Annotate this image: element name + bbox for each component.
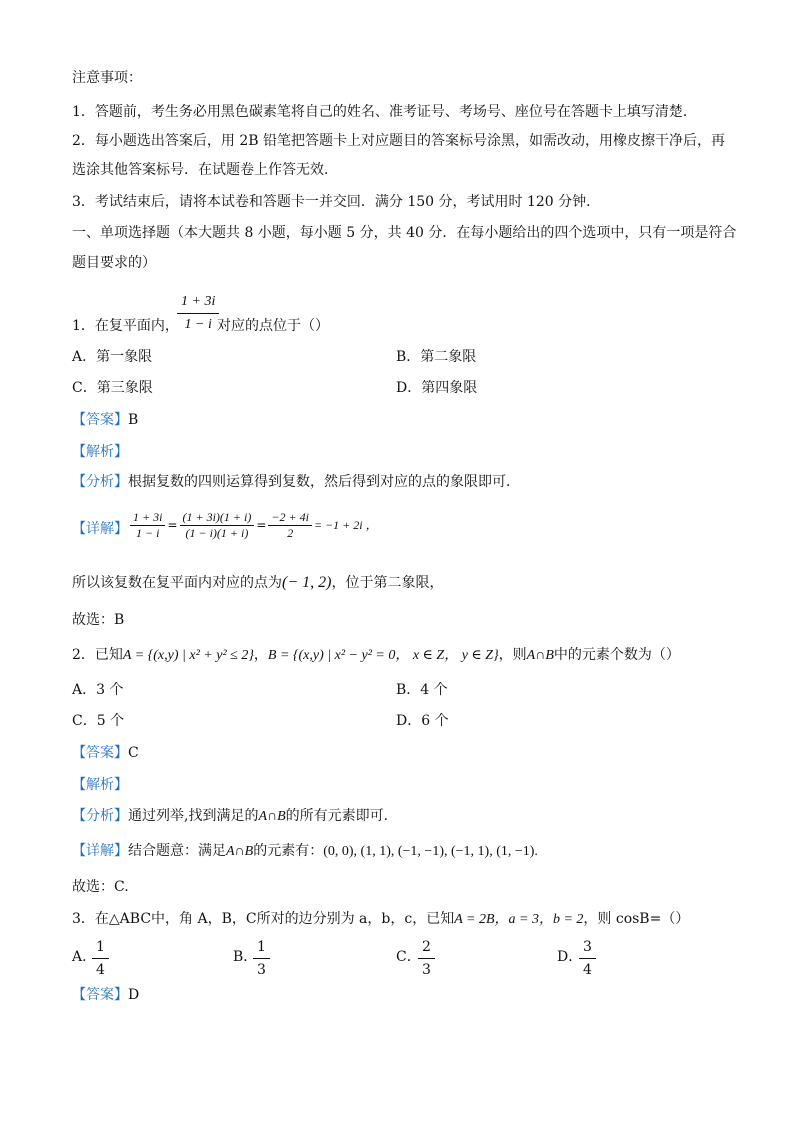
q1-conclusion-b: ，位于第二象限，	[331, 575, 444, 591]
q1-detail-frac2-num: (1 + 3i)(1 + i)	[180, 510, 255, 526]
q2-fenxi-intersect: A∩B	[258, 809, 286, 824]
q2-prefix: 2．已知	[72, 647, 123, 663]
q2-detail-intersect: A∩B	[226, 844, 254, 859]
section-header: 一、单项选择题（本大题共 8 小题，每小题 5 分，共 40 分．在每小题给出的四个选项中，只有一项是符合	[72, 225, 737, 241]
q1-detail-frac2-den: (1 − i)(1 + i)	[185, 526, 249, 540]
q2-option-d: D．6 个	[396, 713, 449, 729]
q3-suffix: ，则 cosB=（）	[583, 911, 690, 927]
q2-intersect: A∩B	[526, 648, 554, 663]
q1-analysis-label: 【解析】	[72, 444, 128, 460]
q3-option-b-label: B．	[233, 949, 258, 965]
q2-suffix-b: 中的元素个数为（）	[553, 647, 680, 663]
q3-option-a-num: 1	[92, 937, 109, 959]
q3-option-c-num: 2	[418, 937, 435, 959]
q2-suffix-a: ，则	[498, 647, 527, 663]
q1-option-c: C．第三象限	[72, 380, 153, 396]
q3-answer	[72, 985, 139, 1005]
notice-item-2: 2．每小题选出答案后，用 2B 铅笔把答题卡上对应题目的答案标号涂黑，如需改动，用橡皮擦干净后，再	[72, 133, 726, 149]
q1-point: (− 1, 2)	[282, 574, 332, 591]
q2-set-b: B = {(x,y) | x² − y² = 0， x ∈ Z， y ∈ Z}	[267, 648, 499, 663]
q2-elements: (0, 0), (1, 1), (−1, −1), (−1, 1), (1, −1).	[323, 844, 538, 859]
q2-option-c: C．5 个	[72, 713, 125, 729]
q2-answer-value: C	[128, 745, 139, 761]
q1-detail-frac1-den: 1 − i	[136, 526, 160, 540]
q2-answer-tag: 【答案】	[72, 745, 128, 761]
q1-detail-result: = −1 + 2i ，	[313, 518, 378, 532]
q1-analysis-tag	[72, 442, 128, 462]
q3-option-d-label: D．	[557, 949, 583, 965]
q1-answer	[72, 410, 138, 430]
notice-item-1: 1．答题前，考生务必用黑色碳素笔将自己的姓名、准考证号、考场号、座位号在答题卡上填写清楚．	[72, 104, 697, 120]
q3-option-b-den: 3	[257, 962, 266, 978]
q2-stem	[72, 645, 680, 666]
q3-condition: A = 2B，a = 3，b = 2	[454, 912, 584, 927]
q3-option-a-den: 4	[96, 962, 105, 978]
notice-title: 注意事项：	[72, 70, 142, 86]
q2-fenxi	[72, 806, 388, 827]
q2-answer	[72, 743, 139, 763]
q1-fenxi-tag: 【分析】	[72, 474, 128, 490]
q1-option-d: D．第四象限	[396, 380, 478, 396]
q2-sep: ，	[253, 647, 268, 663]
q2-fenxi-b: 的所有元素即可.	[285, 808, 389, 824]
q2-detail-b: 的元素有：	[253, 843, 324, 859]
q1-detail-frac3-num: −2 + 4i	[268, 510, 312, 526]
q3-answer-value: D	[128, 987, 140, 1003]
q3-option-a-label: A．	[72, 949, 97, 965]
q1-fenxi	[72, 472, 520, 492]
q1-detail-tag: 【详解】	[72, 521, 128, 537]
q2-detail-tag: 【详解】	[72, 843, 128, 859]
q2-option-a: A．3 个	[72, 682, 124, 698]
q1-option-a: A．第一象限	[72, 349, 153, 365]
q1-conclusion-a: 所以该复数在复平面内对应的点为	[72, 575, 282, 591]
q2-analysis-label: 【解析】	[72, 777, 128, 793]
q2-fenxi-a: 通过列举,找到满足的	[128, 808, 259, 824]
q2-fenxi-tag: 【分析】	[72, 808, 128, 824]
q1-choose: 故选：B	[72, 612, 125, 628]
q2-choose: 故选：C.	[72, 879, 129, 895]
notice-item-2-cont: 选涂其他答案标号．在试题卷上作答无效．	[72, 162, 338, 178]
q3-option-b-num: 1	[253, 937, 270, 959]
q1-fraction	[177, 292, 219, 335]
q2-set-a: A = {(x,y) | x² + y² ≤ 2}	[122, 648, 254, 663]
q1-answer-tag: 【答案】	[72, 412, 128, 428]
q3-answer-tag: 【答案】	[72, 987, 128, 1003]
section-header-cont: 题目要求的）	[72, 255, 156, 271]
q3-option-d-den: 4	[583, 962, 592, 978]
q1-conclusion	[72, 573, 443, 593]
q3-option-d-num: 3	[579, 937, 596, 959]
q2-option-b: B．4 个	[396, 682, 448, 698]
q2-analysis-tag	[72, 775, 128, 795]
q1-option-b: B．第二象限	[396, 349, 477, 365]
q3-option-c-den: 3	[422, 962, 431, 978]
q1-detail-frac1-num: 1 + 3i	[130, 510, 165, 526]
q2-detail-a: 结合题意：满足	[128, 843, 226, 859]
q1-fenxi-text: 根据复数的四则运算得到复数，然后得到对应的点的象限即可．	[128, 474, 520, 490]
q3-option-c-label: C．	[396, 949, 421, 965]
q1-detail-math: $\frac{1 + 3i}{1 - i}$ = $\frac{(1 + 3i)(1 + i)}{(1 - i)(1 + i)}$ = $\frac{-2 + 4i}{2}$ = −1 + 2i ，	[128, 510, 378, 541]
notice-item-3: 3．考试结束后，请将本试卷和答题卡一并交回．满分 150 分，考试用时 120 分钟．	[72, 194, 601, 210]
q1-answer-value: B	[128, 412, 139, 428]
q1-prefix: 1．在复平面内，	[72, 318, 179, 334]
q2-detail	[72, 841, 538, 862]
q1-detail-frac3-den: 2	[287, 526, 294, 540]
q3-stem	[72, 909, 689, 930]
q1-suffix: 对应的点位于（）	[217, 318, 329, 334]
q3-prefix: 3．在△ABC中，角 A，B，C所对的边分别为 a，b，c，已知	[72, 911, 455, 927]
q1-frac-den: 1 − i	[184, 317, 212, 332]
q1-frac-num: 1 + 3i	[177, 292, 219, 314]
